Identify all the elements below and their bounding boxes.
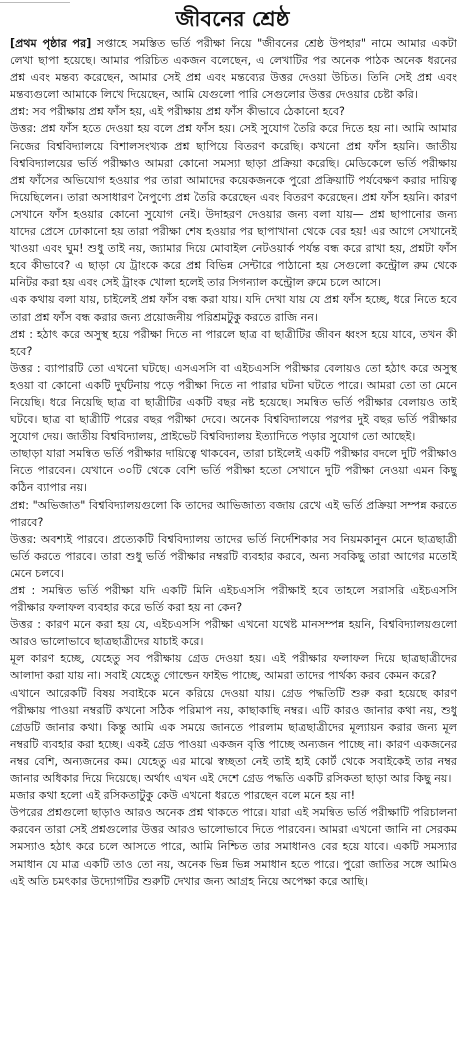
closing-paragraph: উপরের প্রশ্নগুলো ছাড়াও আরও অনেক প্রশ্ন থাকতে পারে। যারা এই সমন্বিত ভর্তি পরীক্ষাটি পরিচালনা করবেন তারা সেই প্রশ্নগুলোর উত্তর আরও ভালোভাবে দিতে পারবেন। আমরা এখনো জানি না সেরকম সমস্যাও হঠাৎ করে চলে আসতে পারে, আমি নিশ্চিত তার সমাধানও বের হয়ে যাবে। একটি সমস্যার সমাধান যে মাত্র একটি তাও তো নয়, অনেক ভিন্ন ভিন্ন সমাধান হতে পারে। পুরো জাতির সঙ্গে আমিও এই অতি চমৎকার উদ্যোগটির শুরুটি দেখার জন্য আগ্রহ নিয়ে অপেক্ষা করে আছি। [10, 806, 457, 888]
answer-paragraph: উত্তর: প্রশ্ন ফাঁস হতে দেওয়া হয় বলে প্রশ্ন ফাঁস হয়। সেই সুযোগ তৈরি করে দিতে হয় না। আমি আমার নিজের বিশ্ববিদ্যালয়ে বিশালসংখ্যক প্রশ্ন ছাপিয়ে বিতরণ করেছি। কখনো প্রশ্ন ফাঁস হয়নি। জাতীয় বিশ্ববিদ্যালয়ের ভর্তি পরীক্ষাও আমরা কোনো সমস্যা ছাড়া প্রক্রিয়া করেছি। মেডিকেলে ভর্তি পরীক্ষায় প্রশ্ন ফাঁসের অভিযোগ হওয়ার পর তারা আমাদের কয়েকজনকে পুরো প্রক্রিয়াটি পর্যবেক্ষণ করার দায়িত্ব দিয়েছিলেন। তারা অসাধারণ নৈপুণ্যে প্রশ্ন তৈরি করেছেন এবং বিতরণ করেছেন। প্রশ্ন ফাঁস হয়নি। কারণ সেখানে ফাঁস হওয়ার কোনো সুযোগ নেই। উদাহরণ দেওয়ার জন্য বলা যায়— প্রশ্ন ছাপানোর জন্য যাদের প্রেসে ঢোকানো হয় তারা পরীক্ষা শেষ হওয়ার পর ছাপাখানা থেকে বের হয়! এর আগে সেখানেই খাওয়া এবং ঘুম! শুধু তাই নয়, জ্যামার দিয়ে মোবাইল নেটওয়ার্ক পর্যন্ত বন্ধ করে রাখা হয়, প্রশ্নটা ফাঁস হবে কীভাবে? এ ছাড়া যে ট্রাংকে করে প্রশ্ন বিভিন্ন সেন্টারে পাঠানো হয় সেগুলো কন্ট্রোল রুম থেকে মনিটর করা হয় এবং সেই ট্রাংক খোলা হলেই তার সিগন্যাল কন্ট্রোল রুমে চলে আসে। [10, 122, 457, 290]
body-paragraph: এক কথায় বলা যায়, চাইলেই প্রশ্ন ফাঁস বন্ধ করা যায়। যদি দেখা যায় যে প্রশ্ন ফাঁস হচ্ছে, ধরে নিতে হবে তারা প্রশ্ন ফাঁস বন্ধ করার জন্য প্রয়োজনীয় পরিশ্রমটুকু করতে রাজি নন। [10, 293, 457, 324]
answer-paragraph: উত্তর: অবশ্যই পারবে। প্রত্যেকটি বিশ্ববিদ্যালয় তাদের ভর্তি নির্দেশিকার সব নিয়মকানুন মেনে ছাত্রছাত্রী ভর্তি করতে পারবে। তারা শুধু ভর্তি পরীক্ষার নম্বরটি ব্যবহার করবে, অন্য সবকিছু তারা আগের মতোই মেনে চলবে। [10, 532, 457, 580]
intro-text: সপ্তাহে সমস্তিত ভর্তি পরীক্ষা নিয়ে "জীবনের শ্রেষ্ঠ উপহার" নামে আমার একটা লেখা ছাপা হয়েছে। আমার পরিচিত একজন বলেছেন, এ লেখাটির পর অনেক পাঠক অনেক ধরনের প্রশ্ন এবং মন্তব্য করেছেন, আমার সেই প্রশ্ন এবং মন্তব্যের উত্তর দেওয়া উচিত। তিনি সেই প্রশ্ন এবং মন্তব্যগুলো আমাকে লিখে দিয়েছেন, আমি যেগুলো পারি সেগুলোর উত্তর দেওয়ার চেষ্টা করি। [10, 37, 457, 102]
intro-paragraph [10, 35, 457, 103]
body-paragraph: এখানে আরেকটি বিষয় সবাইকে মনে করিয়ে দেওয়া যায়। গ্রেড পদ্ধতিটি শুরু করা হয়েছে কারণ পরীক্ষায় পাওয়া নম্বরটি কখনো সঠিক পরিমাপ নয়, কাছাকাছি নম্বর। এটি কারও জানার কথা নয়, শুধু গ্রেডটি জানার কথা। কিন্তু আমি এক সময়ে জানতে পারলাম ছাত্রছাত্রীদের মূল্যায়ন করার জন্য মূল নম্বরটি ব্যবহার করা হচ্ছে। একই গ্রেড পাওয়া একজন বৃত্তি পাচ্ছে অন্যজন পাচ্ছে না। কারণ একজনের নম্বর বেশি, অন্যজনের কম। যেহেতু এর মাঝে স্বচ্ছতা নেই তাই হাই কোর্ট থেকে সবাইকেই তার নম্বর জানার অধিকার দিয়ে দিয়েছে। অর্থাৎ এখন এই দেশে গ্রেড পদ্ধতি একটি রসিকতা ছাড়া আর কিছু নয়। [10, 686, 457, 786]
answer-paragraph: উত্তর : ব্যাপারটি তো এখনো ঘটছে। এসএসসি বা এইচএসসি পরীক্ষার বেলায়ও তো হঠাৎ করে অসুস্থ হওয়া বা কোনো একটি দুর্ঘটনায় পড়ে পরীক্ষা দিতে না পারার ঘটনা ঘটতে পারে। আমরা তো তা মেনে নিয়েছি। ধরে নিয়েছি ছাত্র বা ছাত্রীটির একটি বছর নষ্ট হয়েছে। সমন্বিত ভর্তি পরীক্ষার বেলায়ও তাই ঘটবে। ছাত্র বা ছাত্রীটি পরের বছর পরীক্ষা দেবে। অনেক বিশ্ববিদ্যালয়ে পরপর দুই বছর ভর্তি পরীক্ষার সুযোগ দেয়। জাতীয় বিশ্ববিদ্যালয়, প্রাইভেট বিশ্ববিদ্যালয় ইত্যাদিতে পড়ার সুযোগ তো আছেই। [10, 361, 457, 444]
article-body [10, 35, 457, 1033]
question-paragraph: প্রশ্ন: "অভিজাত" বিশ্ববিদ্যালয়গুলো কি তাদের আভিজাত্য বজায় রেখে এই ভর্তি প্রক্রিয়া সম্পন্ন করতে পারবে? [10, 498, 457, 529]
continuation-marker: [প্রথম পৃষ্ঠার পর] [10, 37, 92, 50]
question-paragraph: প্রশ্ন : হঠাৎ করে অসুস্থ হয়ে পরীক্ষা দিতে না পারলে ছাত্র বা ছাত্রীটির জীবন ধ্বংস হয়ে যাবে, তখন কী হবে? [10, 327, 457, 358]
article-title: জীবনের শ্রেষ্ঠ [175, 6, 290, 31]
body-paragraph: মজার কথা হলো এই রসিকতাটুকু কেউ এখনো ধরতে পারছেন বলে মনে হয় না! [10, 789, 356, 803]
body-paragraph: তাছাড়া যারা সমন্বিত ভর্তি পরীক্ষার দায়িত্বে থাকবেন, তারা চাইলেই একটি পরীক্ষার বদলে দুটি পরীক্ষাও নিতে পারবেন। যেখানে ৩০টি থেকে বেশি ভর্তি পরীক্ষা হতো সেখানে দুটি পরীক্ষা নেওয়া এমন কিছু কঠিন ব্যাপার নয়। [10, 447, 457, 495]
body-paragraph: মূল কারণ হচ্ছে, যেহেতু সব পরীক্ষায় গ্রেড দেওয়া হয়। এই পরীক্ষার ফলাফল দিয়ে ছাত্রছাত্রীদের আলাদা করা যায় না। সবাই যেহেতু গোল্ডেন ফাইভ পাচ্ছে, আমরা তাদের পার্থক্য করব কেমন করে? [10, 652, 457, 683]
answer-paragraph: উত্তর : কারণ মনে করা হয় যে, এইচএসসি পরীক্ষা এখনো যথেষ্ট মানসম্পন্ন হয়নি, বিশ্ববিদ্যালয়গুলো আরও ভালোভাবে ছাত্রছাত্রীদের যাচাই করে। [10, 618, 457, 649]
question-paragraph: প্রশ্ন: সব পরীক্ষায় প্রশ্ন ফাঁস হয়, এই পরীক্ষায় প্রশ্ন ফাঁস কীভাবে ঠেকানো হবে? [10, 105, 345, 119]
question-paragraph: প্রশ্ন : সমন্বিত ভর্তি পরীক্ষা যদি একটি মিনি এইচএসসি পরীক্ষাই হবে তাহলে সরাসরি এইচএসসি পরীক্ষার ফলাফল ব্যবহার করে ভর্তি করা হয় না কেন? [10, 584, 457, 615]
